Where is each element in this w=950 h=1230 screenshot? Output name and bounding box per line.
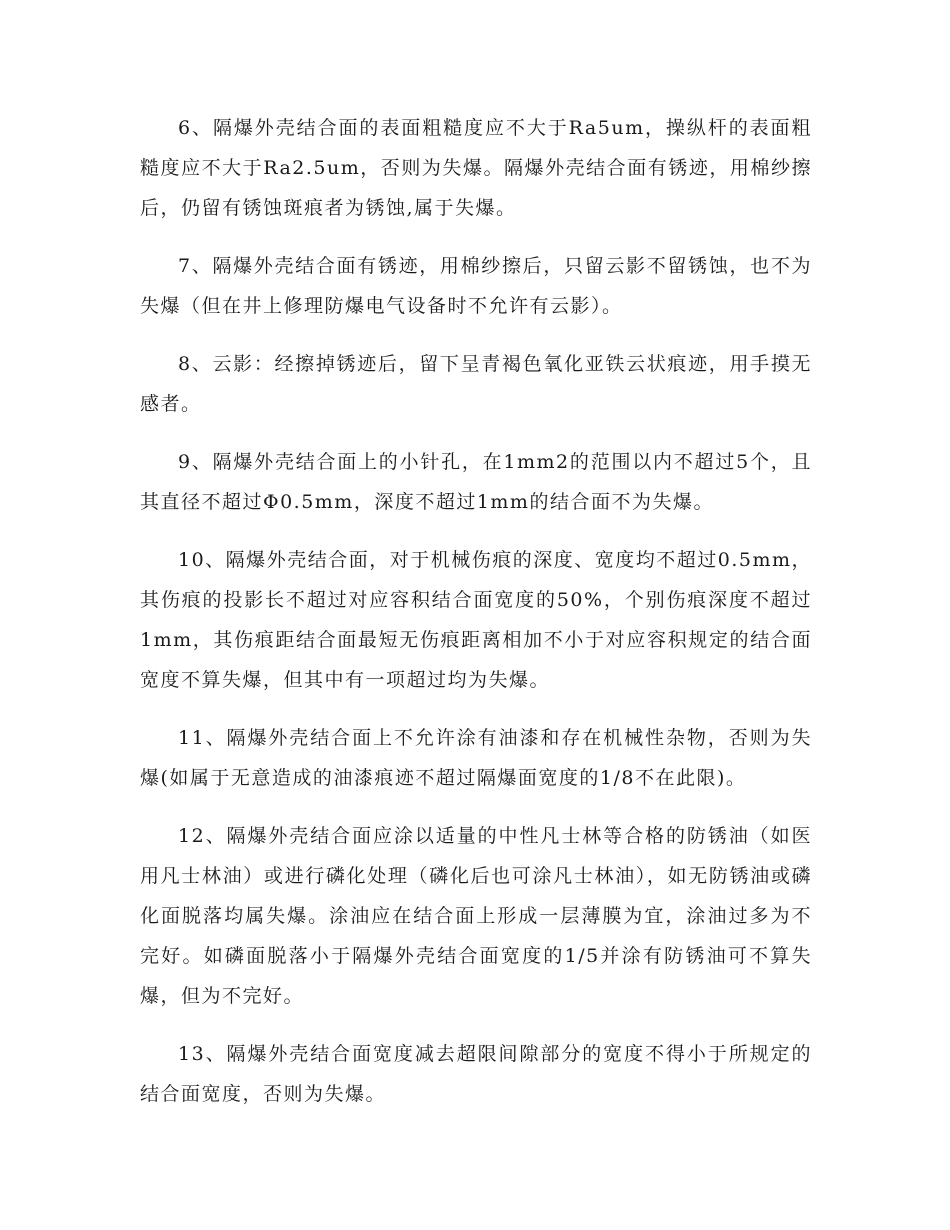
paragraph-item-9: 9、隔爆外壳结合面上的小针孔，在1mm2的范围以内不超过5个，且其直径不超过Φ0.5mm，深度不超过1mm的结合面不为失爆。 [140,451,812,513]
paragraph-item-11: 11、隔爆外壳结合面上不允许涂有油漆和存在机械性杂物，否则为失爆(如属于无意造成的油漆痕迹不超过隔爆面宽度的1/8不在此限)。 [140,727,812,789]
paragraph-item-6: 6、隔爆外壳结合面的表面粗糙度应不大于Ra5um，操纵杆的表面粗糙度应不大于Ra2.5um，否则为失爆。隔爆外壳结合面有锈迹，用棉纱擦后，仍留有锈蚀斑痕者为锈蚀,属于失爆。 [140,117,812,219]
paragraph-item-8: 8、云影：经擦掉锈迹后，留下呈青褐色氧化亚铁云状痕迹，用手摸无感者。 [140,353,812,415]
document-body [140,108,812,1132]
paragraph-item-10: 10、隔爆外壳结合面，对于机械伤痕的深度、宽度均不超过0.5mm，其伤痕的投影长不超过对应容积结合面宽度的50%，个别伤痕深度不超过1mm，其伤痕距结合面最短无伤痕距离相加不小于对应容积规定的结合面宽度不算失爆，但其中有一项超过均为失爆。 [140,549,812,691]
paragraph-item-12: 12、隔爆外壳结合面应涂以适量的中性凡士林等合格的防锈油（如医用凡士林油）或进行磷化处理（磷化后也可涂凡士林油），如无防锈油或磷化面脱落均属失爆。涂油应在结合面上形成一层薄膜为宜，涂油过多为不完好。如磷面脱落小于隔爆外壳结合面宽度的1/5并涂有防锈油可不算失爆，但为不完好。 [140,825,812,1007]
paragraph-item-7: 7、隔爆外壳结合面有锈迹，用棉纱擦后，只留云影不留锈蚀，也不为失爆（但在井上修理防爆电气设备时不允许有云影）。 [140,255,812,317]
paragraph-item-13: 13、隔爆外壳结合面宽度减去超限间隙部分的宽度不得小于所规定的结合面宽度，否则为失爆。 [140,1043,812,1105]
